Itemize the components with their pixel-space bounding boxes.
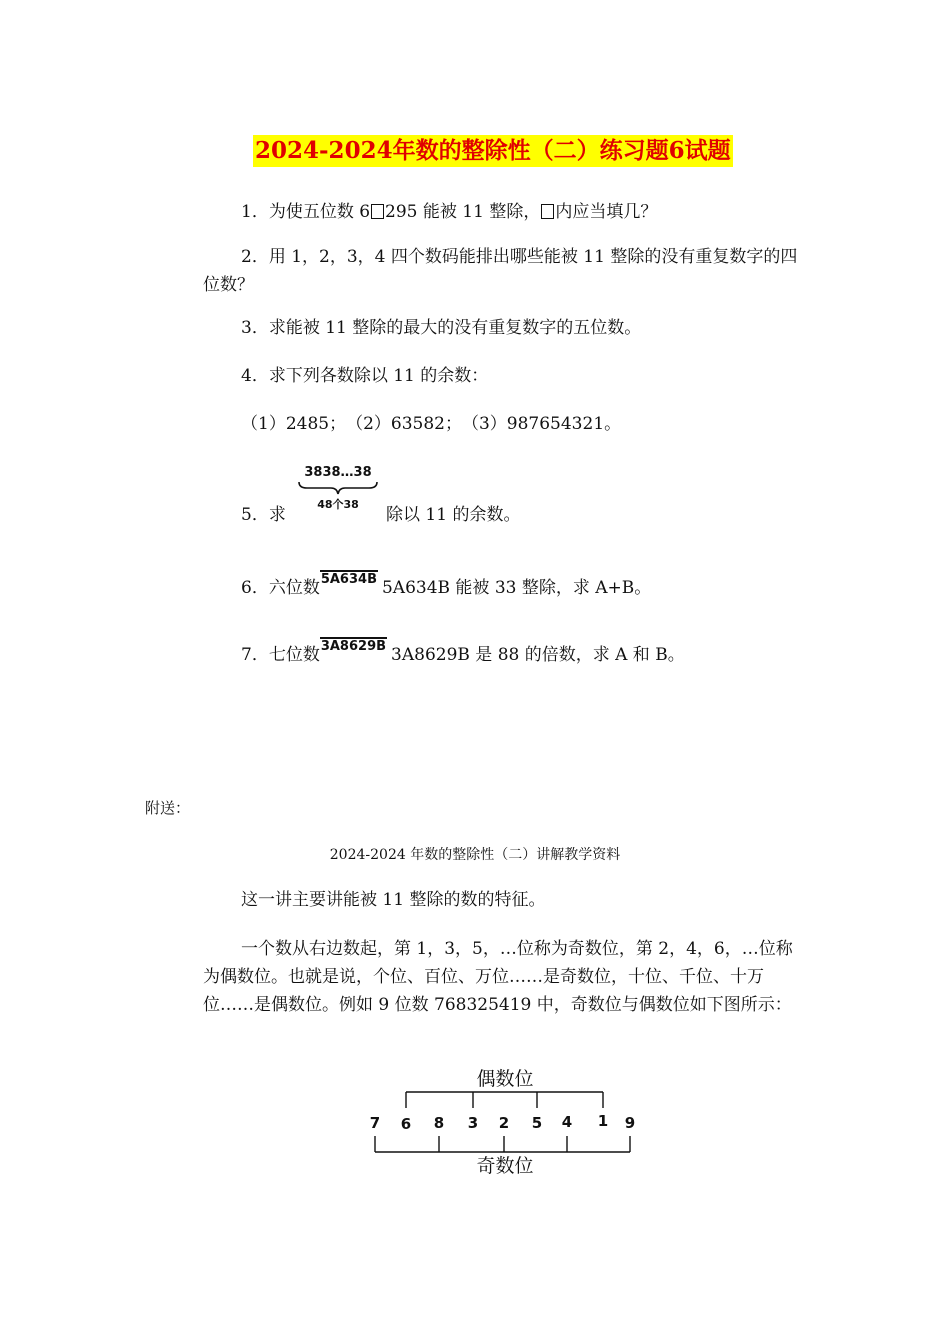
digit-1: 6 [400, 1115, 412, 1133]
digit-4: 2 [498, 1114, 510, 1132]
question-1-suffix: 295 能被 11 整除， [385, 202, 541, 222]
question-7-suffix: 3A8629B 是 88 的倍数，求 A 和 B。 [391, 645, 685, 665]
blank-box-icon [371, 204, 384, 219]
digit-5: 5 [531, 1114, 543, 1132]
question-1-prefix: 1．为使五位数 6 [241, 202, 371, 222]
digit-position-figure [360, 1062, 650, 1182]
brace-icon [299, 482, 377, 494]
question-3: 3．求能被 11 整除的最大的没有重复数字的五位数。 [241, 318, 642, 338]
question-4-items: （1）2485； （2）63582； （3）987654321。 [241, 414, 622, 434]
question-1 [241, 200, 657, 224]
question-6 [241, 570, 651, 600]
question-7-prefix: 7．七位数 [241, 645, 320, 665]
question-4: 4．求下列各数除以 11 的余数： [241, 366, 489, 386]
overline-number: 5A634B [320, 572, 377, 587]
blank-box-icon [541, 204, 554, 219]
appendix-label: 附送： [145, 799, 191, 817]
digit-7: 1 [597, 1112, 609, 1130]
lecture-paragraph-1: 这一讲主要讲能被 11 整除的数的特征。 [241, 890, 546, 910]
lecture-title: 2024-2024 年数的整除性（二）讲解教学资料 [329, 847, 621, 863]
brace-figure [293, 462, 383, 512]
question-5-suffix: 除以 11 的余数。 [386, 505, 521, 525]
question-6-suffix: 5A634B 能被 33 整除，求 A+B。 [381, 578, 652, 598]
even-positions-label: 偶数位 [476, 1068, 534, 1090]
question-2: 2．用 1，2，3，4 四个数码能排出哪些能被 11 整除的没有重复数字的四位数？ [203, 247, 798, 295]
digit-6: 4 [561, 1113, 573, 1131]
digit-8: 9 [624, 1114, 636, 1132]
question-1-suffix2: 内应当填几？ [555, 202, 658, 222]
digit-0: 7 [369, 1114, 381, 1132]
brace-top-text: 3838…38 [304, 465, 372, 480]
odd-positions-label: 奇数位 [476, 1155, 534, 1177]
brace-bottom-text: 48个38 [317, 498, 359, 511]
question-5-prefix: 5．求 [241, 505, 286, 525]
digit-2: 8 [433, 1114, 445, 1132]
overline-number: 3A8629B [320, 639, 387, 654]
question-6-prefix: 6．六位数 [241, 578, 320, 598]
digit-3: 3 [467, 1114, 479, 1132]
question-7 [241, 637, 685, 667]
page-title: 2024-2024年数的整除性（二）练习题6试题 [253, 135, 733, 167]
lecture-paragraph-2: 一个数从右边数起，第 1，3，5，…位称为奇数位，第 2，4，6，…位称为偶数位。也就是说，个位、百位、万位……是奇数位，十位、千位、十万位……是偶数位。例如 9 位数 768325419 中，奇数位与偶数位如下图所示： [203, 939, 793, 1015]
